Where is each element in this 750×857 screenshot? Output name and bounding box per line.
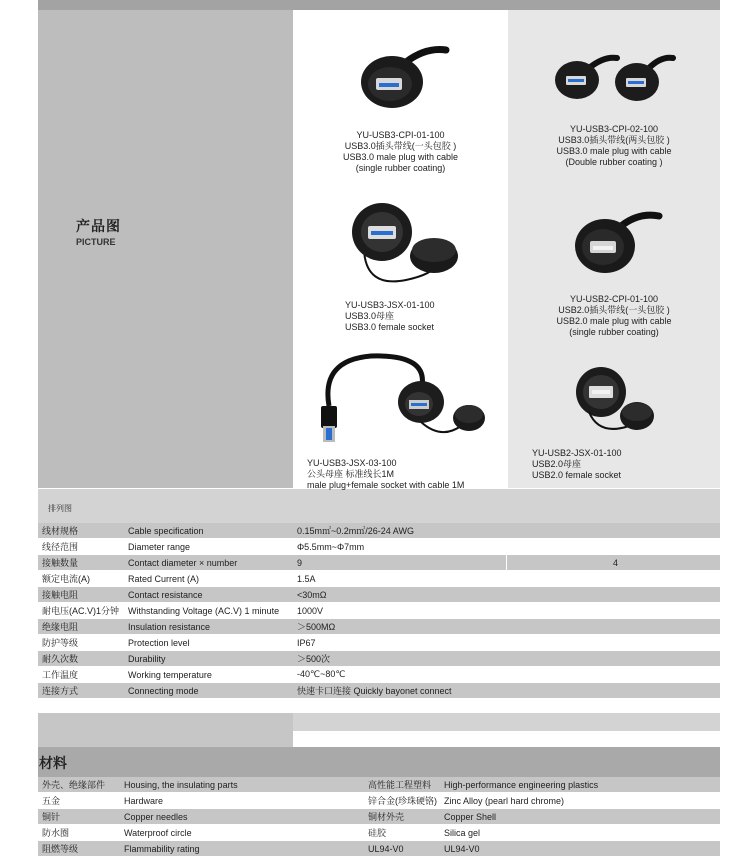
table-row xyxy=(38,523,720,539)
top-bar xyxy=(38,0,720,10)
table-row xyxy=(38,555,720,571)
material-part-zh: 阻燃等级 xyxy=(38,841,120,857)
table-row xyxy=(38,619,720,635)
spec-value: ＞500次 xyxy=(293,651,720,667)
material-zh: UL94-V0 xyxy=(364,841,440,857)
spec-value: IP67 xyxy=(293,635,720,651)
material-en: Zinc Alloy (pearl hard chrome) xyxy=(440,793,720,809)
product-usb3-jsx-03 xyxy=(293,350,508,491)
usb3-plug-single-image xyxy=(346,42,456,120)
table-row xyxy=(38,777,720,793)
picture-center-column xyxy=(293,10,508,488)
spec-value-usb2: 4 xyxy=(507,555,721,571)
spec-label-en: Insulation resistance xyxy=(124,619,293,635)
materials-title: 材料 xyxy=(39,755,67,771)
product-code: YU-USB3-CPI-01-100 xyxy=(356,130,445,140)
table-row xyxy=(38,651,720,667)
product-name-en: male plug+female socket with cable 1M xyxy=(307,480,465,490)
material-part-zh: 五金 xyxy=(38,793,120,809)
material-en: High-performance engineering plastics xyxy=(440,777,720,793)
product-name-zh: USB3.0母座 xyxy=(345,311,395,321)
picture-right-column xyxy=(508,10,720,488)
product-name-en: USB3.0 female socket xyxy=(345,322,435,332)
spec-label-zh: 工作温度 xyxy=(38,667,124,683)
product-usb2-cpi-01 xyxy=(508,206,720,338)
spec-label-en: Contact resistance xyxy=(124,587,293,603)
spec-label-en: Connecting mode xyxy=(124,683,293,699)
materials-table xyxy=(38,777,720,857)
arrangement-bar xyxy=(38,488,720,523)
arrangement-label: 排列图 xyxy=(48,504,72,513)
product-name-zh: USB3.0插头带线(一头包胶 ) xyxy=(344,141,457,151)
spec-label-zh: 耐久次数 xyxy=(38,651,124,667)
table-row xyxy=(38,603,720,619)
spec-label-zh: 防护等级 xyxy=(38,635,124,651)
usb3-female-socket-image xyxy=(336,198,466,288)
product-code: YU-USB3-JSX-01-100 xyxy=(345,300,435,310)
table-row xyxy=(38,793,720,809)
product-usb2-jsx-01 xyxy=(508,360,720,481)
product-usb3-jsx-01 xyxy=(293,198,508,333)
material-part-zh: 外壳、绝缘部件 xyxy=(38,777,120,793)
picture-label xyxy=(76,216,121,247)
spec-label-en: Protection level xyxy=(124,635,293,651)
spec-value: Φ5.5mm~Φ7mm xyxy=(293,539,720,555)
empty-row xyxy=(38,713,720,731)
spec-label-en: Contact diameter × number xyxy=(124,555,293,571)
usb3-plug-double-image xyxy=(549,50,679,110)
spec-label-en: Rated Current (A) xyxy=(124,571,293,587)
material-zh: 铜材外壳 xyxy=(364,809,440,825)
spec-label-en: Diameter range xyxy=(124,539,293,555)
table-row xyxy=(38,635,720,651)
spec-label-en: Durability xyxy=(124,651,293,667)
usb3-cable-set-image xyxy=(301,350,501,446)
material-en: UL94-V0 xyxy=(440,841,720,857)
material-part-zh: 防水圈 xyxy=(38,825,120,841)
spec-label-zh: 接触数量 xyxy=(38,555,124,571)
spec-label-zh: 线径范围 xyxy=(38,539,124,555)
spec-sheet xyxy=(38,0,720,857)
table-row xyxy=(38,667,720,683)
material-zh: 高性能工程塑料 xyxy=(364,777,440,793)
spec-value: -40℃~80℃ xyxy=(293,667,720,683)
spec-table xyxy=(38,523,720,699)
spec-value: 1000V xyxy=(293,603,720,619)
material-zh: 锌合金(珍珠硬铬) xyxy=(364,793,440,809)
spec-label-zh: 绝缘电阻 xyxy=(38,619,124,635)
material-en: Silica gel xyxy=(440,825,720,841)
spec-label-zh: 线材规格 xyxy=(38,523,124,539)
product-code: YU-USB2-JSX-01-100 xyxy=(532,448,622,458)
product-name-en: USB2.0 male plug with cable xyxy=(556,316,672,326)
picture-section xyxy=(38,10,720,488)
table-row xyxy=(38,825,720,841)
spec-label-zh: 接触电阻 xyxy=(38,587,124,603)
spec-label-zh: 额定电流(A) xyxy=(38,571,124,587)
usb2-plug-image xyxy=(559,206,669,280)
material-part-zh: 铜针 xyxy=(38,809,120,825)
material-en: Copper Shell xyxy=(440,809,720,825)
spec-label-en: Cable specification xyxy=(124,523,293,539)
table-row xyxy=(38,587,720,603)
spec-label-en: Withstanding Voltage (AC.V) 1 minute xyxy=(124,603,293,619)
spec-value: ＞500MΩ xyxy=(293,619,720,635)
product-name-en-note: (single rubber coating) xyxy=(355,163,446,173)
table-row xyxy=(38,539,720,555)
picture-label-en: PICTURE xyxy=(76,237,116,247)
material-zh: 硅胶 xyxy=(364,825,440,841)
product-name-en-note: (Double rubber coating ) xyxy=(565,157,663,167)
product-name-en: USB3.0 male plug with cable xyxy=(342,152,459,162)
material-part-en: Flammability rating xyxy=(120,841,364,857)
product-name-en-note: (single rubber coating) xyxy=(569,327,659,337)
product-code: YU-USB2-CPI-01-100 xyxy=(569,294,659,304)
product-name-zh: USB3.0插头带线(两头包胶 ) xyxy=(558,135,670,145)
spec-value: 1.5A xyxy=(293,571,720,587)
product-name-en: USB2.0 female socket xyxy=(532,470,622,480)
material-part-en: Waterproof circle xyxy=(120,825,364,841)
table-row xyxy=(38,683,720,699)
usb2-female-socket-image xyxy=(559,360,669,438)
spec-label-zh: 连接方式 xyxy=(38,683,124,699)
spec-label-zh: 耐电压(AC.V)1分钟 xyxy=(38,603,124,619)
material-part-en: Housing, the insulating parts xyxy=(120,777,364,793)
spacer xyxy=(38,699,720,713)
spec-value: 9 xyxy=(293,555,507,571)
materials-header xyxy=(38,747,720,777)
product-code: YU-USB3-JSX-03-100 xyxy=(307,458,397,468)
table-row xyxy=(38,809,720,825)
spec-value: <30mΩ xyxy=(293,587,720,603)
picture-label-zh: 产品图 xyxy=(76,218,121,234)
product-name-zh: USB2.0母座 xyxy=(532,459,582,469)
product-usb3-cpi-02 xyxy=(508,50,720,168)
product-name-en: USB3.0 male plug with cable xyxy=(556,146,672,156)
product-usb3-cpi-01 xyxy=(293,42,508,174)
material-part-en: Copper needles xyxy=(120,809,364,825)
product-name-zh: USB2.0插头带线(一头包胶 ) xyxy=(558,305,670,315)
table-row xyxy=(38,841,720,857)
spec-value: 0.15m㎡~0.2m㎡/26-24 AWG xyxy=(293,523,720,539)
material-part-en: Hardware xyxy=(120,793,364,809)
empty-row xyxy=(38,731,720,747)
product-name-zh: 公头母座 标准线长1M xyxy=(307,469,395,479)
spec-label-en: Working temperature xyxy=(124,667,293,683)
table-row xyxy=(38,571,720,587)
product-code: YU-USB3-CPI-02-100 xyxy=(569,124,659,134)
spec-value: 快速卡口连接 Quickly bayonet connect xyxy=(293,683,720,699)
